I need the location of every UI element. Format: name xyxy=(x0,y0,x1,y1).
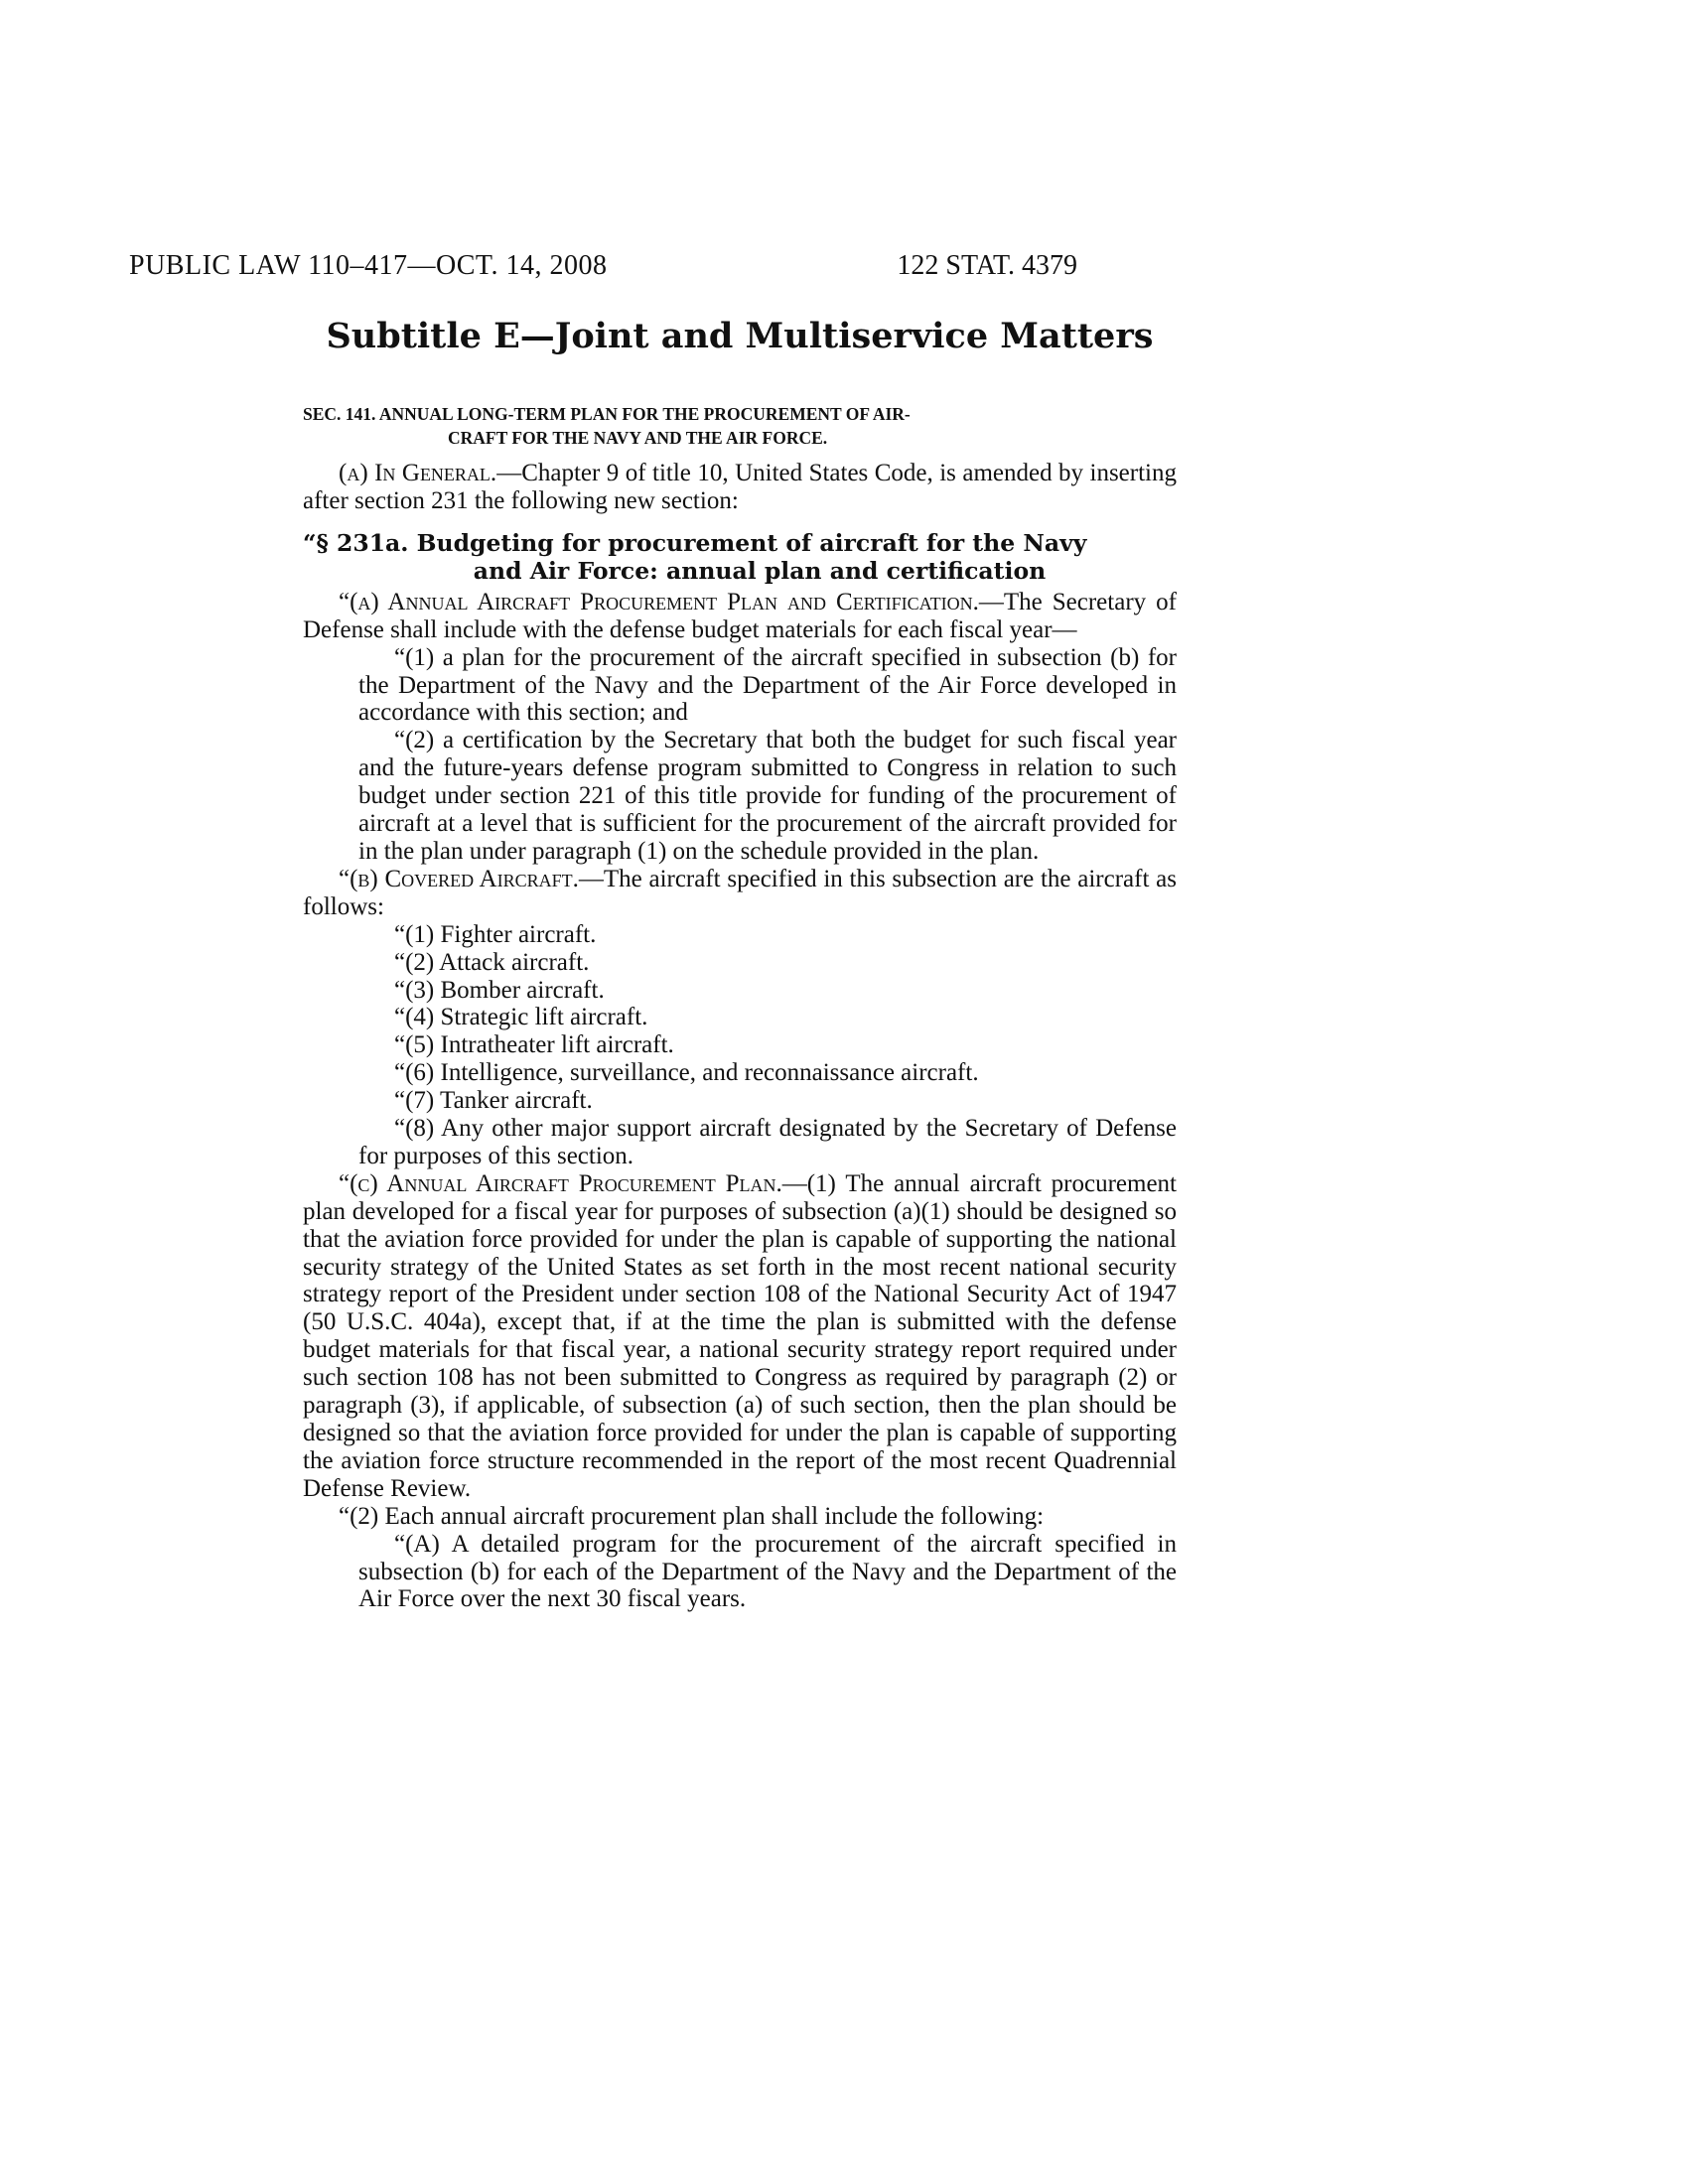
subsection-b-label: “(b) Covered Aircraft. xyxy=(339,865,579,892)
list-item: “(1) Fighter aircraft. xyxy=(394,920,597,948)
list-item-8: “(8) Any other major support aircraft designated by the Secretary of Defense for purposes of this section. xyxy=(358,1115,1177,1169)
subsection-b xyxy=(303,866,1177,921)
subsection-c-text: —(1) The annual aircraft procurement plan developed for a fiscal year for purposes of subsection (a)(1) should be designed so that the aviation force provided for under the plan is capable of supporting the national security strategy of the United States as set forth in the most recent national security strategy report of the President under section 108 of the National Security Act of 1947 (50 U.S.C. 404a), except that, if at the time the plan is submitted with the defense budget materials for that fiscal year, a national security strategy report required under such section 108 has not been submitted to Congress as required by paragraph (2) or paragraph (3), if applicable, of subsection (a) of such section, then the plan should be designed so that the aviation force provided for under the plan is capable of supporting the aviation force structure recommended in the report of the most recent Quadrennial Defense Review. xyxy=(303,1169,1177,1502)
section-141-heading-line1: SEC. 141. ANNUAL LONG-TERM PLAN FOR THE PROCUREMENT OF AIR- xyxy=(303,404,911,424)
document-text xyxy=(303,402,1177,1613)
running-head xyxy=(0,250,1077,290)
subsection-c-label: “(c) Annual Aircraft Procurement Plan. xyxy=(339,1169,782,1197)
list-item: “(5) Intratheater lift aircraft. xyxy=(394,1031,674,1059)
in-general-text: —Chapter 9 of title 10, United States Code, is amended by inserting after section 231 the following new section: xyxy=(303,460,1177,514)
list-item: “(2) Attack aircraft. xyxy=(394,948,590,976)
subsection-c-paragraph-2: “(2) Each annual aircraft procurement plan shall include the following: xyxy=(339,1502,1045,1530)
paragraph-in-general xyxy=(303,460,1177,515)
subsection-c xyxy=(303,1170,1177,1503)
subsection-c-subparagraph-a: “(A) A detailed program for the procurement of the aircraft specified in subsection (b) for each of the Department of the Navy and the Department of the Air Force over the next 30 fiscal years. xyxy=(358,1530,1177,1613)
subsection-a-text: —The Secretary of Defense shall include with the defense budget materials for each fiscal year— xyxy=(303,588,1177,643)
list-item: “(3) Bomber aircraft. xyxy=(394,976,605,1004)
list-item: “(4) Strategic lift aircraft. xyxy=(394,1004,648,1031)
section-231a-heading xyxy=(303,529,1177,585)
in-general-label: (a) In General. xyxy=(339,460,497,486)
subsection-a-label: “(a) Annual Aircraft Procurement Plan and Certification. xyxy=(339,588,979,615)
subsection-a-paragraph-1: “(1) a plan for the procurement of the aircraft specified in subsection (b) for the Department of the Navy and the Department of the Air Force developed in accordance with this section; and xyxy=(358,643,1177,727)
list-item: “(6) Intelligence, surveillance, and reconnaissance aircraft. xyxy=(394,1059,979,1087)
subsection-a-paragraph-2: “(2) a certification by the Secretary that both the budget for such fiscal year and the future-years defense program submitted to Congress in relation to such budget under section 221 of this title provide for funding of the procurement of aircraft at a level that is sufficient for the procurement of the aircraft provided for in the plan under paragraph (1) on the schedule provided in the plan. xyxy=(358,727,1177,865)
subsection-a xyxy=(303,589,1177,644)
section-141-heading-line2: CRAFT FOR THE NAVY AND THE AIR FORCE. xyxy=(448,428,828,448)
statute-page-number: 122 STAT. 4379 xyxy=(897,250,1077,281)
list-item: “(7) Tanker aircraft. xyxy=(394,1087,593,1115)
subsection-b-text: —The aircraft specified in this subsection are the aircraft as follows: xyxy=(303,865,1177,920)
public-law-header: PUBLIC LAW 110–417—OCT. 14, 2008 xyxy=(129,250,608,281)
section-141-heading xyxy=(303,402,1177,450)
section-231a-heading-line1: “§ 231a. Budgeting for procurement of aircraft for the Navy xyxy=(303,528,1087,557)
subtitle-heading: Subtitle E—Joint and Multiservice Matters xyxy=(326,316,1154,356)
section-231a-heading-line2: and Air Force: annual plan and certification xyxy=(473,556,1047,585)
